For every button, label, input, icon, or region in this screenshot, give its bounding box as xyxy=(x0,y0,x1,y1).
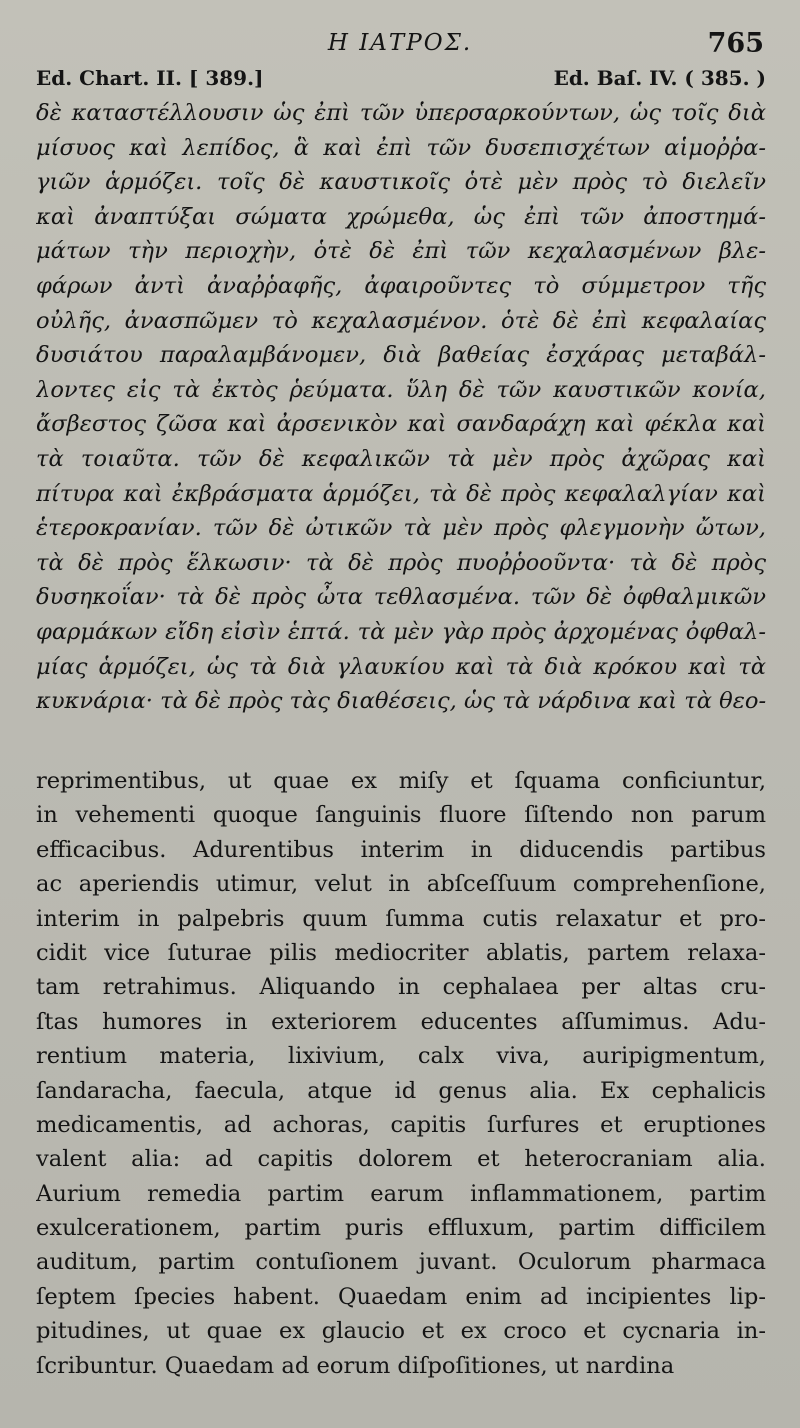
latin-line: ſandaracha, faecula, atque id genus alia. Ex cephalicis xyxy=(36,1077,766,1104)
latin-text-block xyxy=(36,764,766,1383)
greek-line: ἑτεροκρανίαν. τῶν δὲ ὠτικῶν τὰ μὲν πρὸς φλεγμονὴν ὤτων, xyxy=(36,515,766,542)
latin-line: ſeptem ſpecies habent. Quaedam enim ad incipientes lip- xyxy=(36,1283,766,1310)
greek-line: μίσυος καὶ λεπίδος, ἃ καὶ ἐπὶ τῶν δυσεπισχέτων αἱμοῤῥα- xyxy=(36,134,766,161)
greek-line: γιῶν ἁρμόζει. τοῖς δὲ καυστικοῖς ὁτὲ μὲν πρὸς τὸ διελεῖν xyxy=(36,169,766,196)
edition-references xyxy=(36,66,766,96)
latin-line: reprimentibus, ut quae ex miſy et ſquama conficiuntur, xyxy=(36,768,766,794)
greek-line: τὰ τοιαῦτα. τῶν δὲ κεφαλικῶν τὰ μὲν πρὸς ἀχῶρας καὶ xyxy=(36,445,766,472)
greek-line: δυσιάτου παραλαμβάνομεν, διὰ βαθείας ἐσχάρας μεταβάλ- xyxy=(36,342,766,369)
latin-line: ſtas humores in exteriorem educentes aſſumimus. Adu- xyxy=(36,1008,766,1035)
greek-line: λοντες εἰς τὰ ἐκτὸς ῥεύματα. ὕλη δὲ τῶν καυστικῶν κονία, xyxy=(36,376,766,403)
greek-line: δὲ καταστέλλουσιν ὡς ἐπὶ τῶν ὑπερσαρκούντων, ὡς τοῖς διὰ xyxy=(36,100,766,126)
greek-line: δυσηκοΐαν· τὰ δὲ πρὸς ὦτα τεθλασμένα. τῶν δὲ ὀφθαλμικῶν xyxy=(36,584,766,611)
latin-line: valent alia: ad capitis dolorem et heterocraniam alia. xyxy=(36,1146,766,1173)
running-head xyxy=(0,30,800,62)
greek-line: μίας ἁρμόζει, ὡς τὰ διὰ γλαυκίου καὶ τὰ διὰ κρόκου καὶ τὰ xyxy=(36,653,766,680)
edition-chart-reference: Ed. Chart. II. [ 389.] xyxy=(36,66,264,90)
latin-line: interim in palpebris quum ſumma cutis relaxatur et pro- xyxy=(36,905,766,932)
greek-line: τὰ δὲ πρὸς ἕλκωσιν· τὰ δὲ πρὸς πυοῤῥοοῦντα· τὰ δὲ πρὸς xyxy=(36,549,766,576)
greek-line: ἄσβεστος ζῶσα καὶ ἀρσενικὸν καὶ σανδαράχη καὶ φέκλα καὶ xyxy=(36,411,766,438)
greek-line: φάρων ἀντὶ ἀναῤῥαφῆς, ἀφαιροῦντες τὸ σύμμετρον τῆς xyxy=(36,272,766,299)
edition-basel-reference: Ed. Baſ. IV. ( 385. ) xyxy=(553,66,766,90)
latin-line: in vehementi quoque ſanguinis fluore ſiſtendo non parum xyxy=(36,802,766,829)
greek-line: φαρμάκων εἴδη εἰσὶν ἑπτά. τὰ μὲν γὰρ πρὸς ἀρχομένας ὀφθαλ- xyxy=(36,618,766,645)
latin-line: ac aperiendis utimur, velut in abſceſſuum comprehenſione, xyxy=(36,871,766,898)
greek-line: καὶ ἀναπτύξαι σώματα χρώμεθα, ὡς ἐπὶ τῶν ἀποστημά- xyxy=(36,203,766,230)
running-title: Η ΙΑΤΡΟΣ. xyxy=(327,30,473,56)
page-number: 765 xyxy=(707,28,764,59)
latin-line: Aurium remedia partim earum inflammationem, partim xyxy=(36,1180,766,1207)
greek-line: κυκνάρια· τὰ δὲ πρὸς τὰς διαθέσεις, ὡς τὰ νάρδινα καὶ τὰ θεο- xyxy=(36,688,766,715)
latin-line: medicamentis, ad achoras, capitis ſurfures et eruptiones xyxy=(36,1111,766,1138)
latin-line: exulcerationem, partim puris effluxum, partim difficilem xyxy=(36,1215,766,1242)
latin-line: auditum, partim contuſionem juvant. Oculorum pharmaca xyxy=(36,1249,766,1276)
latin-line: pitudines, ut quae ex glaucio et ex croco et cycnaria in- xyxy=(36,1318,766,1345)
latin-line: tam retrahimus. Aliquando in cephalaea per altas cru- xyxy=(36,974,766,1001)
greek-text-block xyxy=(36,96,766,719)
greek-line: μάτων τὴν περιοχὴν, ὁτὲ δὲ ἐπὶ τῶν κεχαλασμένων βλε- xyxy=(36,238,766,265)
latin-line: efficacibus. Adurentibus interim in diducendis partibus xyxy=(36,836,766,863)
latin-line: rentium materia, lixivium, calx viva, auripigmentum, xyxy=(36,1043,766,1070)
greek-line: πίτυρα καὶ ἐκβράσματα ἁρμόζει, τὰ δὲ πρὸς κεφαλαλγίαν καὶ xyxy=(36,480,766,507)
latin-line: cidit vice ſuturae pilis mediocriter ablatis, partem relaxa- xyxy=(36,939,766,966)
latin-line: ſcribuntur. Quaedam ad eorum diſpoſitiones, ut nardina xyxy=(36,1352,675,1379)
greek-line: οὐλῆς, ἀνασπῶμεν τὸ κεχαλασμένον. ὁτὲ δὲ ἐπὶ κεφαλαίας xyxy=(36,307,766,334)
